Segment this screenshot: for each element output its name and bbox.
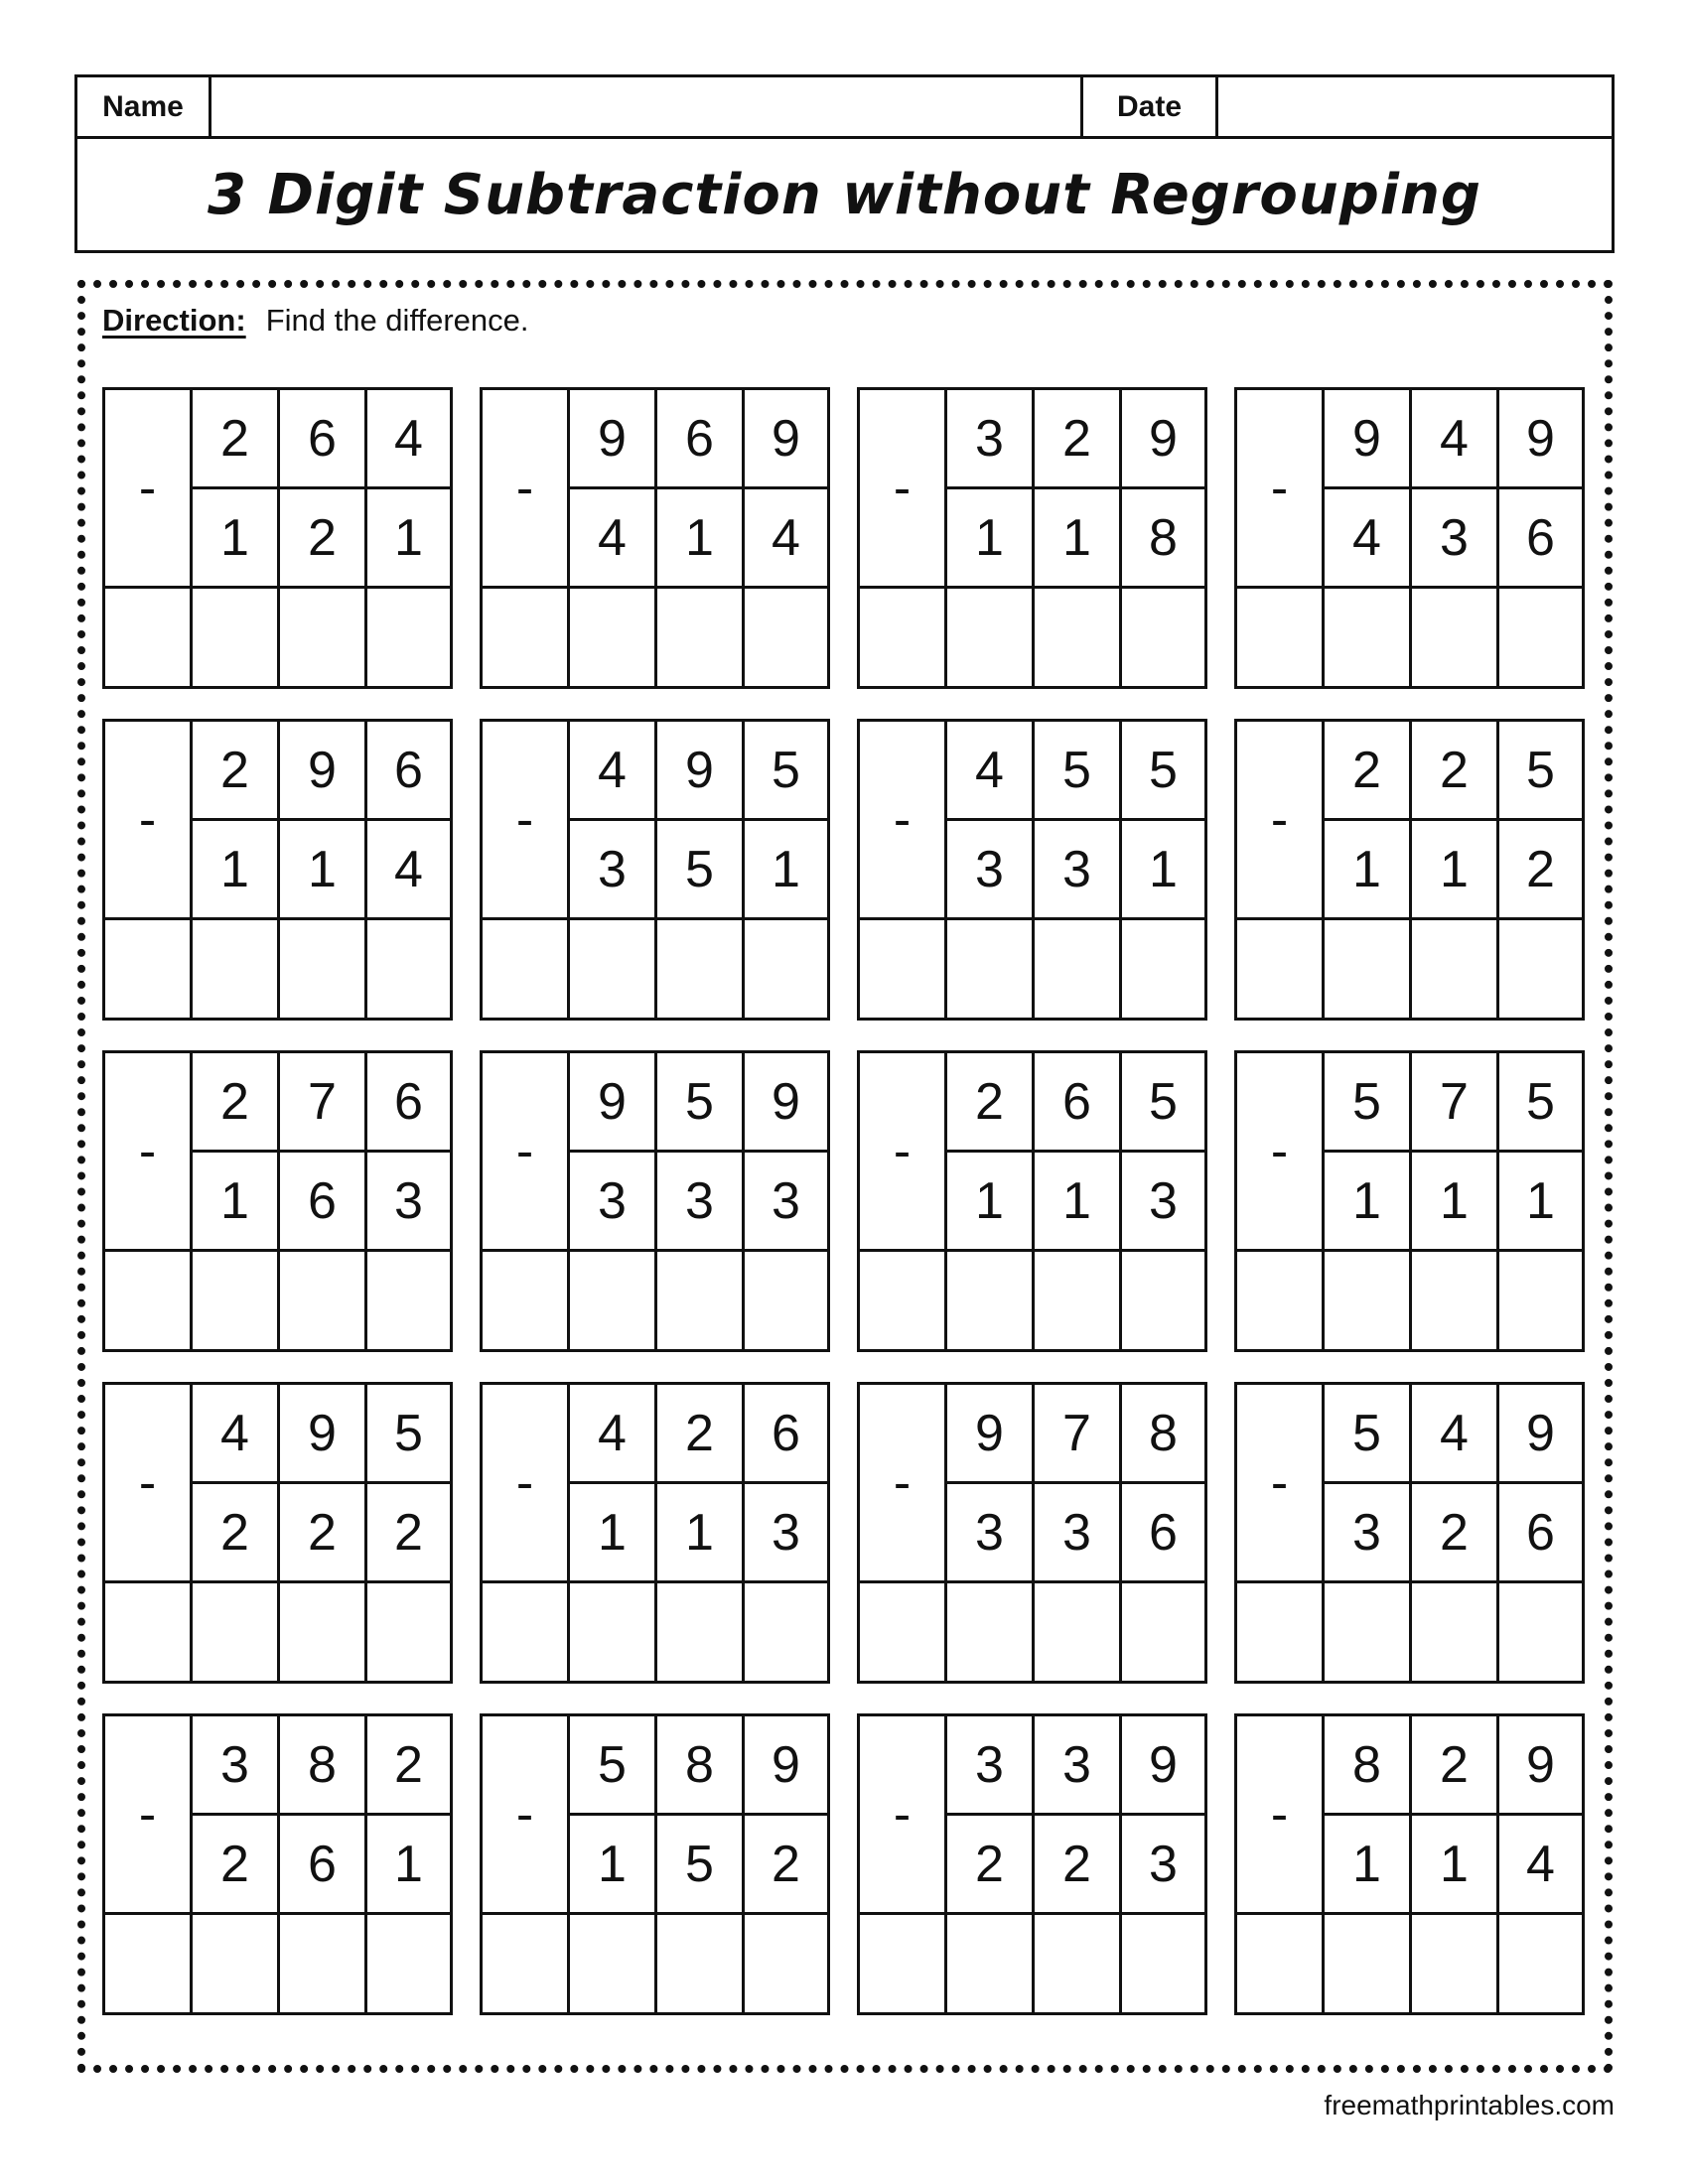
subtrahend-digit: 2 bbox=[193, 1816, 280, 1915]
answer-box[interactable] bbox=[745, 1252, 827, 1349]
minus-sign: - bbox=[105, 1053, 193, 1252]
subtrahend-digit: 1 bbox=[947, 1153, 1035, 1252]
minuend-digit: 7 bbox=[1412, 1053, 1499, 1153]
site-credit: freemathprintables.com bbox=[1324, 2090, 1615, 2120]
minus-sign: - bbox=[483, 1053, 570, 1252]
subtrahend-digit: 3 bbox=[570, 821, 657, 920]
answer-box[interactable] bbox=[193, 920, 280, 1018]
subtraction-problem bbox=[1234, 1050, 1585, 1352]
name-label-cell bbox=[77, 77, 211, 136]
minus-sign: - bbox=[1237, 1716, 1325, 1915]
answer-box[interactable] bbox=[1325, 1915, 1412, 2012]
minuend-digit: 5 bbox=[1499, 1053, 1582, 1153]
answer-box[interactable] bbox=[1035, 920, 1122, 1018]
answer-box[interactable] bbox=[105, 1915, 193, 2012]
direction bbox=[102, 303, 529, 339]
subtraction-problem bbox=[857, 1050, 1207, 1352]
answer-box[interactable] bbox=[1499, 1252, 1582, 1349]
minuend-digit: 6 bbox=[280, 390, 367, 489]
direction-text: Find the difference. bbox=[265, 303, 529, 338]
answer-box[interactable] bbox=[1237, 1583, 1325, 1681]
minuend-digit: 2 bbox=[657, 1385, 745, 1484]
problem-grid bbox=[102, 387, 1585, 2015]
answer-box[interactable] bbox=[483, 1252, 570, 1349]
name-label: Name bbox=[102, 89, 184, 123]
subtrahend-digit: 3 bbox=[1122, 1153, 1204, 1252]
subtrahend-digit: 1 bbox=[367, 1816, 450, 1915]
answer-box[interactable] bbox=[280, 1583, 367, 1681]
header-table bbox=[74, 74, 1615, 253]
minuend-digit: 4 bbox=[947, 722, 1035, 821]
subtraction-problem bbox=[102, 1382, 453, 1684]
minus-sign: - bbox=[1237, 390, 1325, 589]
minuend-digit: 5 bbox=[1325, 1053, 1412, 1153]
answer-box[interactable] bbox=[193, 1252, 280, 1349]
minus-sign: - bbox=[860, 390, 947, 589]
answer-box[interactable] bbox=[483, 1583, 570, 1681]
minuend-digit: 2 bbox=[1325, 722, 1412, 821]
answer-box[interactable] bbox=[1122, 1915, 1204, 2012]
answer-box[interactable] bbox=[1412, 920, 1499, 1018]
date-label-cell bbox=[1083, 77, 1218, 136]
minuend-digit: 3 bbox=[1035, 1716, 1122, 1816]
subtrahend-digit: 5 bbox=[657, 1816, 745, 1915]
answer-box[interactable] bbox=[1035, 589, 1122, 686]
answer-box[interactable] bbox=[1325, 589, 1412, 686]
minus-sign: - bbox=[1237, 722, 1325, 920]
subtraction-problem bbox=[480, 1713, 830, 2015]
answer-box[interactable] bbox=[570, 920, 657, 1018]
answer-box[interactable] bbox=[657, 1252, 745, 1349]
minuend-digit: 4 bbox=[193, 1385, 280, 1484]
subtrahend-digit: 6 bbox=[280, 1153, 367, 1252]
answer-box[interactable] bbox=[947, 1915, 1035, 2012]
subtrahend-digit: 1 bbox=[280, 821, 367, 920]
minuend-digit: 2 bbox=[193, 1053, 280, 1153]
minuend-digit: 9 bbox=[1499, 1716, 1582, 1816]
subtraction-problem bbox=[1234, 1713, 1585, 2015]
subtrahend-digit: 2 bbox=[193, 1484, 280, 1583]
date-label: Date bbox=[1116, 89, 1183, 123]
minuend-digit: 9 bbox=[1122, 390, 1204, 489]
minuend-digit: 3 bbox=[947, 390, 1035, 489]
subtrahend-digit: 4 bbox=[367, 821, 450, 920]
subtrahend-digit: 6 bbox=[1499, 489, 1582, 589]
subtraction-problem bbox=[1234, 387, 1585, 689]
subtrahend-digit: 1 bbox=[1499, 1153, 1582, 1252]
answer-box[interactable] bbox=[105, 589, 193, 686]
answer-box[interactable] bbox=[947, 1252, 1035, 1349]
minuend-digit: 4 bbox=[570, 1385, 657, 1484]
subtrahend-digit: 2 bbox=[745, 1816, 827, 1915]
minuend-digit: 9 bbox=[1499, 390, 1582, 489]
subtrahend-digit: 8 bbox=[1122, 489, 1204, 589]
minus-sign: - bbox=[860, 722, 947, 920]
direction-label: Direction: bbox=[102, 303, 246, 338]
subtraction-problem bbox=[1234, 719, 1585, 1021]
subtrahend-digit: 1 bbox=[1412, 1816, 1499, 1915]
minuend-digit: 8 bbox=[1325, 1716, 1412, 1816]
subtrahend-digit: 1 bbox=[1035, 1153, 1122, 1252]
answer-box[interactable] bbox=[1412, 589, 1499, 686]
minuend-digit: 8 bbox=[657, 1716, 745, 1816]
subtrahend-digit: 1 bbox=[745, 821, 827, 920]
subtrahend-digit: 3 bbox=[367, 1153, 450, 1252]
minuend-digit: 7 bbox=[1035, 1385, 1122, 1484]
minuend-digit: 6 bbox=[367, 722, 450, 821]
answer-box[interactable] bbox=[367, 1915, 450, 2012]
answer-box[interactable] bbox=[1412, 1583, 1499, 1681]
answer-box[interactable] bbox=[280, 1252, 367, 1349]
subtrahend-digit: 3 bbox=[570, 1153, 657, 1252]
answer-box[interactable] bbox=[1237, 920, 1325, 1018]
answer-box[interactable] bbox=[657, 1915, 745, 2012]
minuend-digit: 5 bbox=[745, 722, 827, 821]
minuend-digit: 6 bbox=[367, 1053, 450, 1153]
answer-box[interactable] bbox=[367, 1252, 450, 1349]
minuend-digit: 2 bbox=[1035, 390, 1122, 489]
answer-box[interactable] bbox=[745, 1583, 827, 1681]
answer-box[interactable] bbox=[745, 589, 827, 686]
answer-box[interactable] bbox=[1035, 1583, 1122, 1681]
subtrahend-digit: 4 bbox=[1499, 1816, 1582, 1915]
answer-box[interactable] bbox=[1122, 589, 1204, 686]
subtrahend-digit: 3 bbox=[1035, 1484, 1122, 1583]
answer-box[interactable] bbox=[947, 920, 1035, 1018]
answer-box[interactable] bbox=[367, 1583, 450, 1681]
answer-box[interactable] bbox=[1122, 920, 1204, 1018]
minus-sign: - bbox=[1237, 1053, 1325, 1252]
answer-box[interactable] bbox=[657, 589, 745, 686]
minuend-digit: 5 bbox=[1325, 1385, 1412, 1484]
subtrahend-digit: 1 bbox=[1035, 489, 1122, 589]
minus-sign: - bbox=[105, 1385, 193, 1583]
subtraction-problem bbox=[480, 387, 830, 689]
minuend-digit: 8 bbox=[1122, 1385, 1204, 1484]
subtrahend-digit: 1 bbox=[193, 489, 280, 589]
minuend-digit: 6 bbox=[745, 1385, 827, 1484]
answer-box[interactable] bbox=[1412, 1252, 1499, 1349]
answer-box[interactable] bbox=[1499, 589, 1582, 686]
answer-box[interactable] bbox=[483, 920, 570, 1018]
minuend-digit: 5 bbox=[1122, 1053, 1204, 1153]
minuend-digit: 9 bbox=[657, 722, 745, 821]
subtrahend-digit: 5 bbox=[657, 821, 745, 920]
answer-box[interactable] bbox=[105, 920, 193, 1018]
answer-box[interactable] bbox=[1122, 1252, 1204, 1349]
subtrahend-digit: 3 bbox=[947, 821, 1035, 920]
subtraction-problem bbox=[857, 387, 1207, 689]
subtrahend-digit: 4 bbox=[1325, 489, 1412, 589]
minuend-digit: 2 bbox=[1412, 722, 1499, 821]
subtraction-problem bbox=[102, 1713, 453, 2015]
minuend-digit: 5 bbox=[657, 1053, 745, 1153]
subtrahend-digit: 1 bbox=[947, 489, 1035, 589]
minuend-digit: 4 bbox=[367, 390, 450, 489]
minuend-digit: 6 bbox=[1035, 1053, 1122, 1153]
answer-box[interactable] bbox=[657, 920, 745, 1018]
subtrahend-digit: 6 bbox=[280, 1816, 367, 1915]
minus-sign: - bbox=[105, 1716, 193, 1915]
subtrahend-digit: 1 bbox=[367, 489, 450, 589]
subtrahend-digit: 3 bbox=[745, 1153, 827, 1252]
subtrahend-digit: 3 bbox=[1412, 489, 1499, 589]
minus-sign: - bbox=[1237, 1385, 1325, 1583]
minuend-digit: 9 bbox=[745, 1716, 827, 1816]
answer-box[interactable] bbox=[1122, 1583, 1204, 1681]
subtraction-problem bbox=[857, 1382, 1207, 1684]
answer-box[interactable] bbox=[193, 1583, 280, 1681]
subtraction-problem bbox=[480, 1050, 830, 1352]
subtrahend-digit: 3 bbox=[947, 1484, 1035, 1583]
subtrahend-digit: 2 bbox=[947, 1816, 1035, 1915]
minuend-digit: 2 bbox=[1412, 1716, 1499, 1816]
answer-box[interactable] bbox=[1035, 1252, 1122, 1349]
answer-box[interactable] bbox=[483, 1915, 570, 2012]
answer-box[interactable] bbox=[1237, 1915, 1325, 2012]
subtraction-problem bbox=[102, 1050, 453, 1352]
subtrahend-digit: 3 bbox=[1122, 1816, 1204, 1915]
minuend-digit: 9 bbox=[280, 722, 367, 821]
minuend-digit: 2 bbox=[947, 1053, 1035, 1153]
subtraction-problem bbox=[857, 719, 1207, 1021]
answer-box[interactable] bbox=[1325, 1583, 1412, 1681]
subtrahend-digit: 1 bbox=[570, 1484, 657, 1583]
subtrahend-digit: 1 bbox=[1325, 1153, 1412, 1252]
minuend-digit: 9 bbox=[947, 1385, 1035, 1484]
minuend-digit: 9 bbox=[280, 1385, 367, 1484]
minus-sign: - bbox=[105, 390, 193, 589]
subtrahend-digit: 2 bbox=[1412, 1484, 1499, 1583]
subtrahend-digit: 3 bbox=[1035, 821, 1122, 920]
minus-sign: - bbox=[860, 1716, 947, 1915]
minuend-digit: 4 bbox=[570, 722, 657, 821]
answer-box[interactable] bbox=[947, 589, 1035, 686]
subtrahend-digit: 2 bbox=[280, 489, 367, 589]
subtrahend-digit: 1 bbox=[1325, 1816, 1412, 1915]
answer-box[interactable] bbox=[193, 1915, 280, 2012]
minuend-digit: 9 bbox=[745, 390, 827, 489]
subtrahend-digit: 1 bbox=[193, 821, 280, 920]
minuend-digit: 2 bbox=[193, 390, 280, 489]
minuend-digit: 4 bbox=[1412, 390, 1499, 489]
answer-box[interactable] bbox=[570, 1252, 657, 1349]
minuend-digit: 9 bbox=[1325, 390, 1412, 489]
minuend-digit: 5 bbox=[1035, 722, 1122, 821]
answer-box[interactable] bbox=[570, 589, 657, 686]
minuend-digit: 5 bbox=[1122, 722, 1204, 821]
answer-box[interactable] bbox=[570, 1915, 657, 2012]
minuend-digit: 4 bbox=[1412, 1385, 1499, 1484]
minuend-digit: 5 bbox=[367, 1385, 450, 1484]
minus-sign: - bbox=[860, 1053, 947, 1252]
name-field[interactable] bbox=[211, 77, 1083, 136]
minuend-digit: 9 bbox=[570, 390, 657, 489]
worksheet-title: 3 Digit Subtraction without Regrouping bbox=[208, 162, 1481, 227]
answer-box[interactable] bbox=[483, 589, 570, 686]
minuend-digit: 8 bbox=[280, 1716, 367, 1816]
answer-box[interactable] bbox=[745, 1915, 827, 2012]
answer-box[interactable] bbox=[860, 1915, 947, 2012]
minus-sign: - bbox=[860, 1385, 947, 1583]
minus-sign: - bbox=[483, 1716, 570, 1915]
subtrahend-digit: 2 bbox=[280, 1484, 367, 1583]
answer-box[interactable] bbox=[860, 589, 947, 686]
minuend-digit: 2 bbox=[193, 722, 280, 821]
answer-box[interactable] bbox=[367, 920, 450, 1018]
answer-box[interactable] bbox=[860, 1252, 947, 1349]
answer-box[interactable] bbox=[1325, 1252, 1412, 1349]
subtrahend-digit: 1 bbox=[657, 489, 745, 589]
answer-box[interactable] bbox=[1237, 589, 1325, 686]
subtrahend-digit: 2 bbox=[367, 1484, 450, 1583]
subtrahend-digit: 6 bbox=[1499, 1484, 1582, 1583]
subtrahend-digit: 1 bbox=[1412, 1153, 1499, 1252]
subtraction-problem bbox=[1234, 1382, 1585, 1684]
subtraction-problem bbox=[102, 387, 453, 689]
subtraction-problem bbox=[480, 719, 830, 1021]
subtrahend-digit: 4 bbox=[570, 489, 657, 589]
answer-box[interactable] bbox=[280, 589, 367, 686]
minuend-digit: 7 bbox=[280, 1053, 367, 1153]
minus-sign: - bbox=[483, 1385, 570, 1583]
minus-sign: - bbox=[105, 722, 193, 920]
answer-box[interactable] bbox=[1035, 1915, 1122, 2012]
subtraction-problem bbox=[102, 719, 453, 1021]
subtrahend-digit: 3 bbox=[745, 1484, 827, 1583]
date-field[interactable] bbox=[1218, 77, 1612, 136]
answer-box[interactable] bbox=[570, 1583, 657, 1681]
subtrahend-digit: 3 bbox=[657, 1153, 745, 1252]
answer-box[interactable] bbox=[947, 1583, 1035, 1681]
minus-sign: - bbox=[483, 390, 570, 589]
answer-box[interactable] bbox=[105, 1252, 193, 1349]
answer-box[interactable] bbox=[860, 920, 947, 1018]
subtrahend-digit: 1 bbox=[193, 1153, 280, 1252]
answer-box[interactable] bbox=[745, 920, 827, 1018]
minuend-digit: 9 bbox=[1499, 1385, 1582, 1484]
subtrahend-digit: 4 bbox=[745, 489, 827, 589]
subtrahend-digit: 1 bbox=[657, 1484, 745, 1583]
minuend-digit: 3 bbox=[193, 1716, 280, 1816]
subtrahend-digit: 2 bbox=[1035, 1816, 1122, 1915]
minuend-digit: 5 bbox=[570, 1716, 657, 1816]
minuend-digit: 3 bbox=[947, 1716, 1035, 1816]
minuend-digit: 5 bbox=[1499, 722, 1582, 821]
minuend-digit: 6 bbox=[657, 390, 745, 489]
subtraction-problem bbox=[857, 1713, 1207, 2015]
answer-box[interactable] bbox=[105, 1583, 193, 1681]
answer-box[interactable] bbox=[1325, 920, 1412, 1018]
answer-box[interactable] bbox=[657, 1583, 745, 1681]
answer-box[interactable] bbox=[1499, 1915, 1582, 2012]
answer-box[interactable] bbox=[280, 920, 367, 1018]
subtrahend-digit: 1 bbox=[1122, 821, 1204, 920]
subtrahend-digit: 3 bbox=[1325, 1484, 1412, 1583]
answer-box[interactable] bbox=[1237, 1252, 1325, 1349]
answer-box[interactable] bbox=[1499, 920, 1582, 1018]
name-date-row bbox=[77, 77, 1612, 139]
subtrahend-digit: 1 bbox=[1412, 821, 1499, 920]
subtrahend-digit: 1 bbox=[570, 1816, 657, 1915]
subtraction-problem bbox=[480, 1382, 830, 1684]
subtrahend-digit: 6 bbox=[1122, 1484, 1204, 1583]
minuend-digit: 9 bbox=[745, 1053, 827, 1153]
minuend-digit: 2 bbox=[367, 1716, 450, 1816]
subtrahend-digit: 2 bbox=[1499, 821, 1582, 920]
minuend-digit: 9 bbox=[1122, 1716, 1204, 1816]
answer-box[interactable] bbox=[367, 589, 450, 686]
subtrahend-digit: 1 bbox=[1325, 821, 1412, 920]
answer-box[interactable] bbox=[193, 589, 280, 686]
answer-box[interactable] bbox=[280, 1915, 367, 2012]
answer-box[interactable] bbox=[1412, 1915, 1499, 2012]
answer-box[interactable] bbox=[860, 1583, 947, 1681]
minus-sign: - bbox=[483, 722, 570, 920]
answer-box[interactable] bbox=[1499, 1583, 1582, 1681]
minuend-digit: 9 bbox=[570, 1053, 657, 1153]
